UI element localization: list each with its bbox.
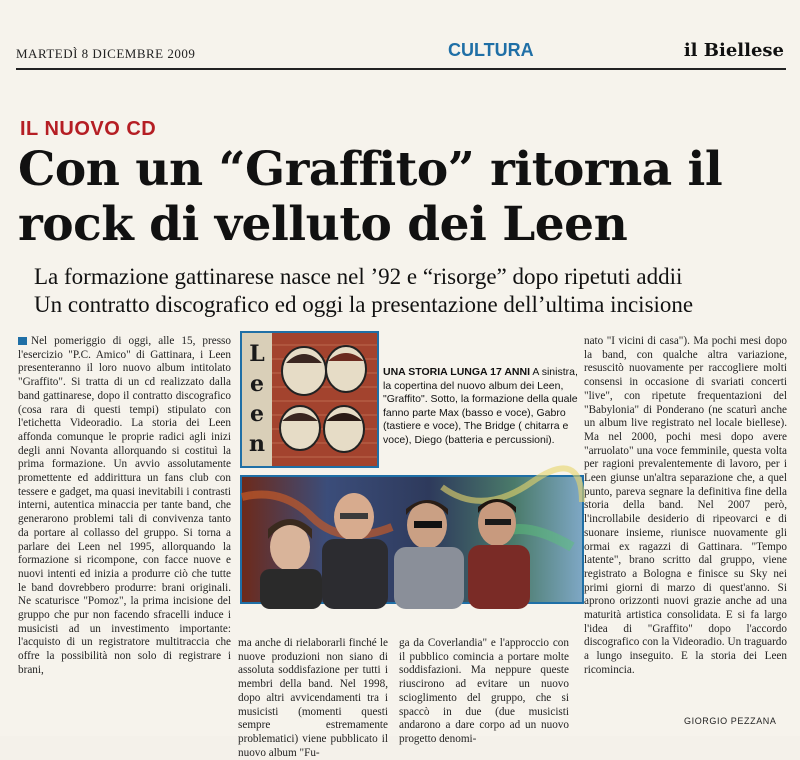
newspaper-logo: il Biellese (683, 40, 784, 61)
issue-date: MARTEDÌ 8 DICEMBRE 2009 (16, 46, 196, 61)
article-column-1 (18, 335, 231, 715)
article-column-2: ma anche di rielaborarli finché le nuove produzioni non siano di assoluta soddisfazione per tutti i membri della band. Nel 1998, dopo altri avvicendamenti tra i musicisti (momenti questi sempre estremamente problematici) viene pubblicato il nuovo album "Fu- (238, 637, 388, 759)
column-1-text: Nel pomeriggio di oggi, alle 15, presso l'esercizio "P.C. Amico" di Gattinara, i Leen presenteranno il loro nuovo album intitolato "Graffito". Si tratta di un cd realizzato dalla band gattinarese, dopo il contratto discografico (cosa rara di questi tempi) stipulato con l'etichetta Videoradio. La storia dei Leen affonda comunque le proprie radici agli inizi degli anni Novanta allorquando si costituì la prima formazione. Un avvio assolutamente promettente ed addirittura un fans club con tessere e gadget, ma quasi inevitabili i contrasti interni, autentica minaccia per tante band, che generarono problemi tali di convivenza tanto da portare al collasso del gruppo. Si torna a parlare dei Leen nel 1995, allorquando la formazione si ricompone, con facce nuove e nuovi intenti ed inizia a produrre ciò che tutte le band dovrebbero produrre: brani originali. Ne scaturisce "Pomoz", la prima incisione del gruppo che pur non facendo sfracelli induce i musicisti ad un investimento importante: l'acquisto di un registratore multitraccia che offre la possibilità non solo di registrare i brani, (18, 335, 231, 676)
band-photo-art (242, 477, 582, 602)
subheadline-line-2: Un contratto discografico ed oggi la presentazione dell’ultima incisione (34, 292, 694, 317)
article-column-3: ga da Coverlandia" e l'approccio con il pubblico comincia a portare molte soddisfazioni. Ma neppure queste riuscirono ad evitare un nuovo scioglimento del gruppo, che si spaccò in due (due musicisti andarono a dare corpo ad un nuovo progetto denomi- (399, 637, 569, 745)
section-name: CULTURA (448, 40, 534, 60)
band-photo (240, 475, 584, 604)
article-byline: GIORGIO PEZZANA (684, 716, 777, 726)
page-header (16, 38, 786, 70)
caption-text: A sinistra, la copertina del nuovo album dei Leen, "Graffito". Sotto, la formazione della quale fanno parte Max (basso e voce), Gabro (tastiere e voce), The Bridge ( chitarra e voce), Diego (batteria e percussioni). (383, 366, 578, 446)
article-column-4: nato "I vicini di casa"). Ma pochi mesi dopo la band, con qualche altra variazione, resuscitò nuovamente per raccogliere molti consensi in occasione di svariati concerti "live", con ripetute frequentazioni del "Babylonia" di Ponderano (ne scaturì anche un album live registrato nel locale biellese). Ma nel 2000, pochi mesi dopo avere "arruolato" una voce femminile, questa volta per ragioni prevalentemente di lavoro, per i Leen giunse un'altra separazione che, a quel punto, pareva segnare la definitiva fine della storia della band. Nel 2007 però, l'incrollabile desiderio di ripeovarci e di suonare insieme, riunisce nuovamente gli ormai ex ragazzi di Gattinara. "Tempo latente", brano scritto dal gruppo, viene registrato a Bologna e finisce su Sky nei primi giorni di marzo di quest'anno. Si aprono orizzonti nuovi grazie anche ad una maturità artistica consolidata. E si fa largo l'idea di "Graffito" dopo l'accordo discografico con la Videoradio. Un traguardo a lungo inseguito. E la storia dei Leen ricomincia. (584, 335, 787, 676)
cover-band-name: Leen (249, 341, 265, 457)
article-subheadline (34, 263, 794, 319)
caption-lead: UNA STORIA LUNGA 17 ANNI (383, 366, 531, 378)
article-headline: Con un “Graffito” ritorna il rock di velluto dei Leen (18, 142, 723, 252)
subheadline-line-1: La formazione gattinarese nasce nel ’92 e “risorge” dopo ripetuti addii (34, 264, 683, 289)
photo-caption (383, 366, 578, 447)
paragraph-marker-icon (18, 337, 27, 345)
album-cover-image (240, 331, 379, 468)
article-kicker: IL NUOVO CD (20, 118, 157, 140)
